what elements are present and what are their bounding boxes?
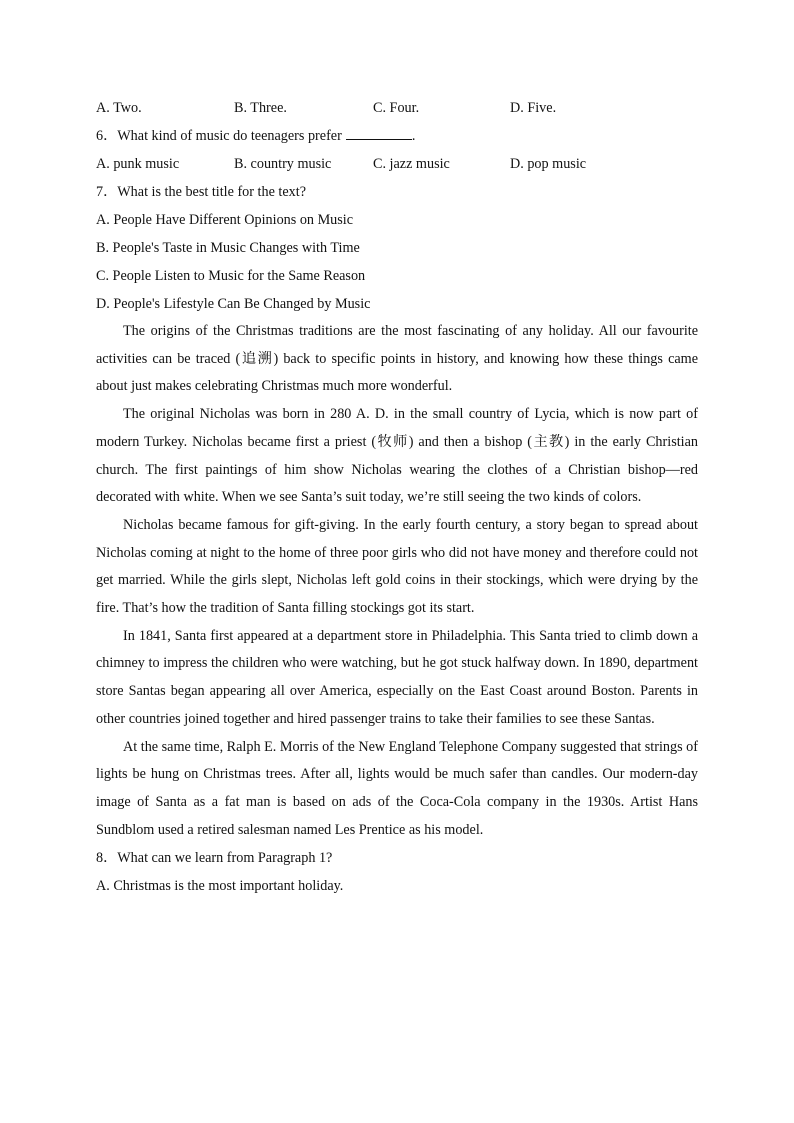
- passage-paragraph-1: The origins of the Christmas traditions are the most fascinating of any holiday. All our favourite activities can be traced (追溯) back to specific points in history, and knowing how these things came about just makes celebrating Christmas much more wonderful.: [96, 323, 698, 395]
- q6-stem: 6．What kind of music do teenagers prefer: [96, 128, 342, 144]
- q5-option-c[interactable]: C. Four.: [373, 99, 420, 116]
- passage-paragraph-3: Nicholas became famous for gift-giving. In the early fourth century, a story began to spread about Nicholas coming at night to the home of three poor girls who did not have money and therefore could not get married. While the girls slept, Nicholas left gold coins in their stockings, which were drying by the fire. That’s how the tradition of Santa filling stockings got its start.: [96, 516, 698, 617]
- passage-paragraph-5: At the same time, Ralph E. Morris of the New England Telephone Company suggested that strings of lights be hung on Christmas trees. After all, lights would be much safer than candles. Our modern-day image of Santa as a fat man is based on ads of the Coca-Cola company in the 1930s. Artist Hans Sundblom used a retired salesman named Les Prentice as his model.: [96, 738, 698, 838]
- q7-option-a[interactable]: A. People Have Different Opinions on Music: [96, 212, 354, 228]
- q7-option-b[interactable]: B. People's Taste in Music Changes with Time: [96, 240, 360, 256]
- q6-options: [96, 150, 698, 178]
- answer-blank[interactable]: [346, 125, 412, 140]
- passage-paragraph-2: The original Nicholas was born in 280 A. D. in the small country of Lycia, which is now part of modern Turkey. Nicholas became first a priest (牧师) and then a bishop (主教) in the early Christian church. The first paintings of him show Nicholas wearing the clothes of a Christian bishop—red decorated with white. When we see Santa’s suit today, we’re still seeing the two kinds of colors.: [96, 406, 698, 506]
- q5-option-a[interactable]: A. Two.: [96, 99, 142, 116]
- q6-option-d[interactable]: D. pop music: [510, 155, 587, 172]
- q5-option-d[interactable]: D. Five.: [510, 99, 557, 116]
- q6-option-c[interactable]: C. jazz music: [373, 155, 450, 172]
- q8-option-a[interactable]: A. Christmas is the most important holiday.: [96, 878, 344, 895]
- q7-option-d[interactable]: D. People's Lifestyle Can Be Changed by Music: [96, 296, 371, 312]
- passage-paragraph-4: In 1841, Santa first appeared at a department store in Philadelphia. This Santa tried to climb down a chimney to impress the children who were watching, but he got stuck halfway down. In 1890, department store Santas began appearing all over America, especially on the East Coast around Boston. Parents in other countries joined together and hired passenger trains to take their families to see these Santas.: [96, 627, 698, 727]
- q6-end: .: [411, 128, 416, 144]
- q6-question: [96, 122, 698, 150]
- q5-options: [96, 94, 698, 122]
- worksheet-page: [96, 94, 698, 900]
- q8-stem: 8．What can we learn from Paragraph 1?: [96, 850, 333, 867]
- q6-option-a[interactable]: A. punk music: [96, 155, 180, 172]
- q7-option-c[interactable]: C. People Listen to Music for the Same Reason: [96, 268, 366, 284]
- q6-option-b[interactable]: B. country music: [234, 155, 332, 172]
- q7-stem: 7．What is the best title for the text?: [96, 184, 306, 200]
- q5-option-b[interactable]: B. Three.: [234, 99, 287, 116]
